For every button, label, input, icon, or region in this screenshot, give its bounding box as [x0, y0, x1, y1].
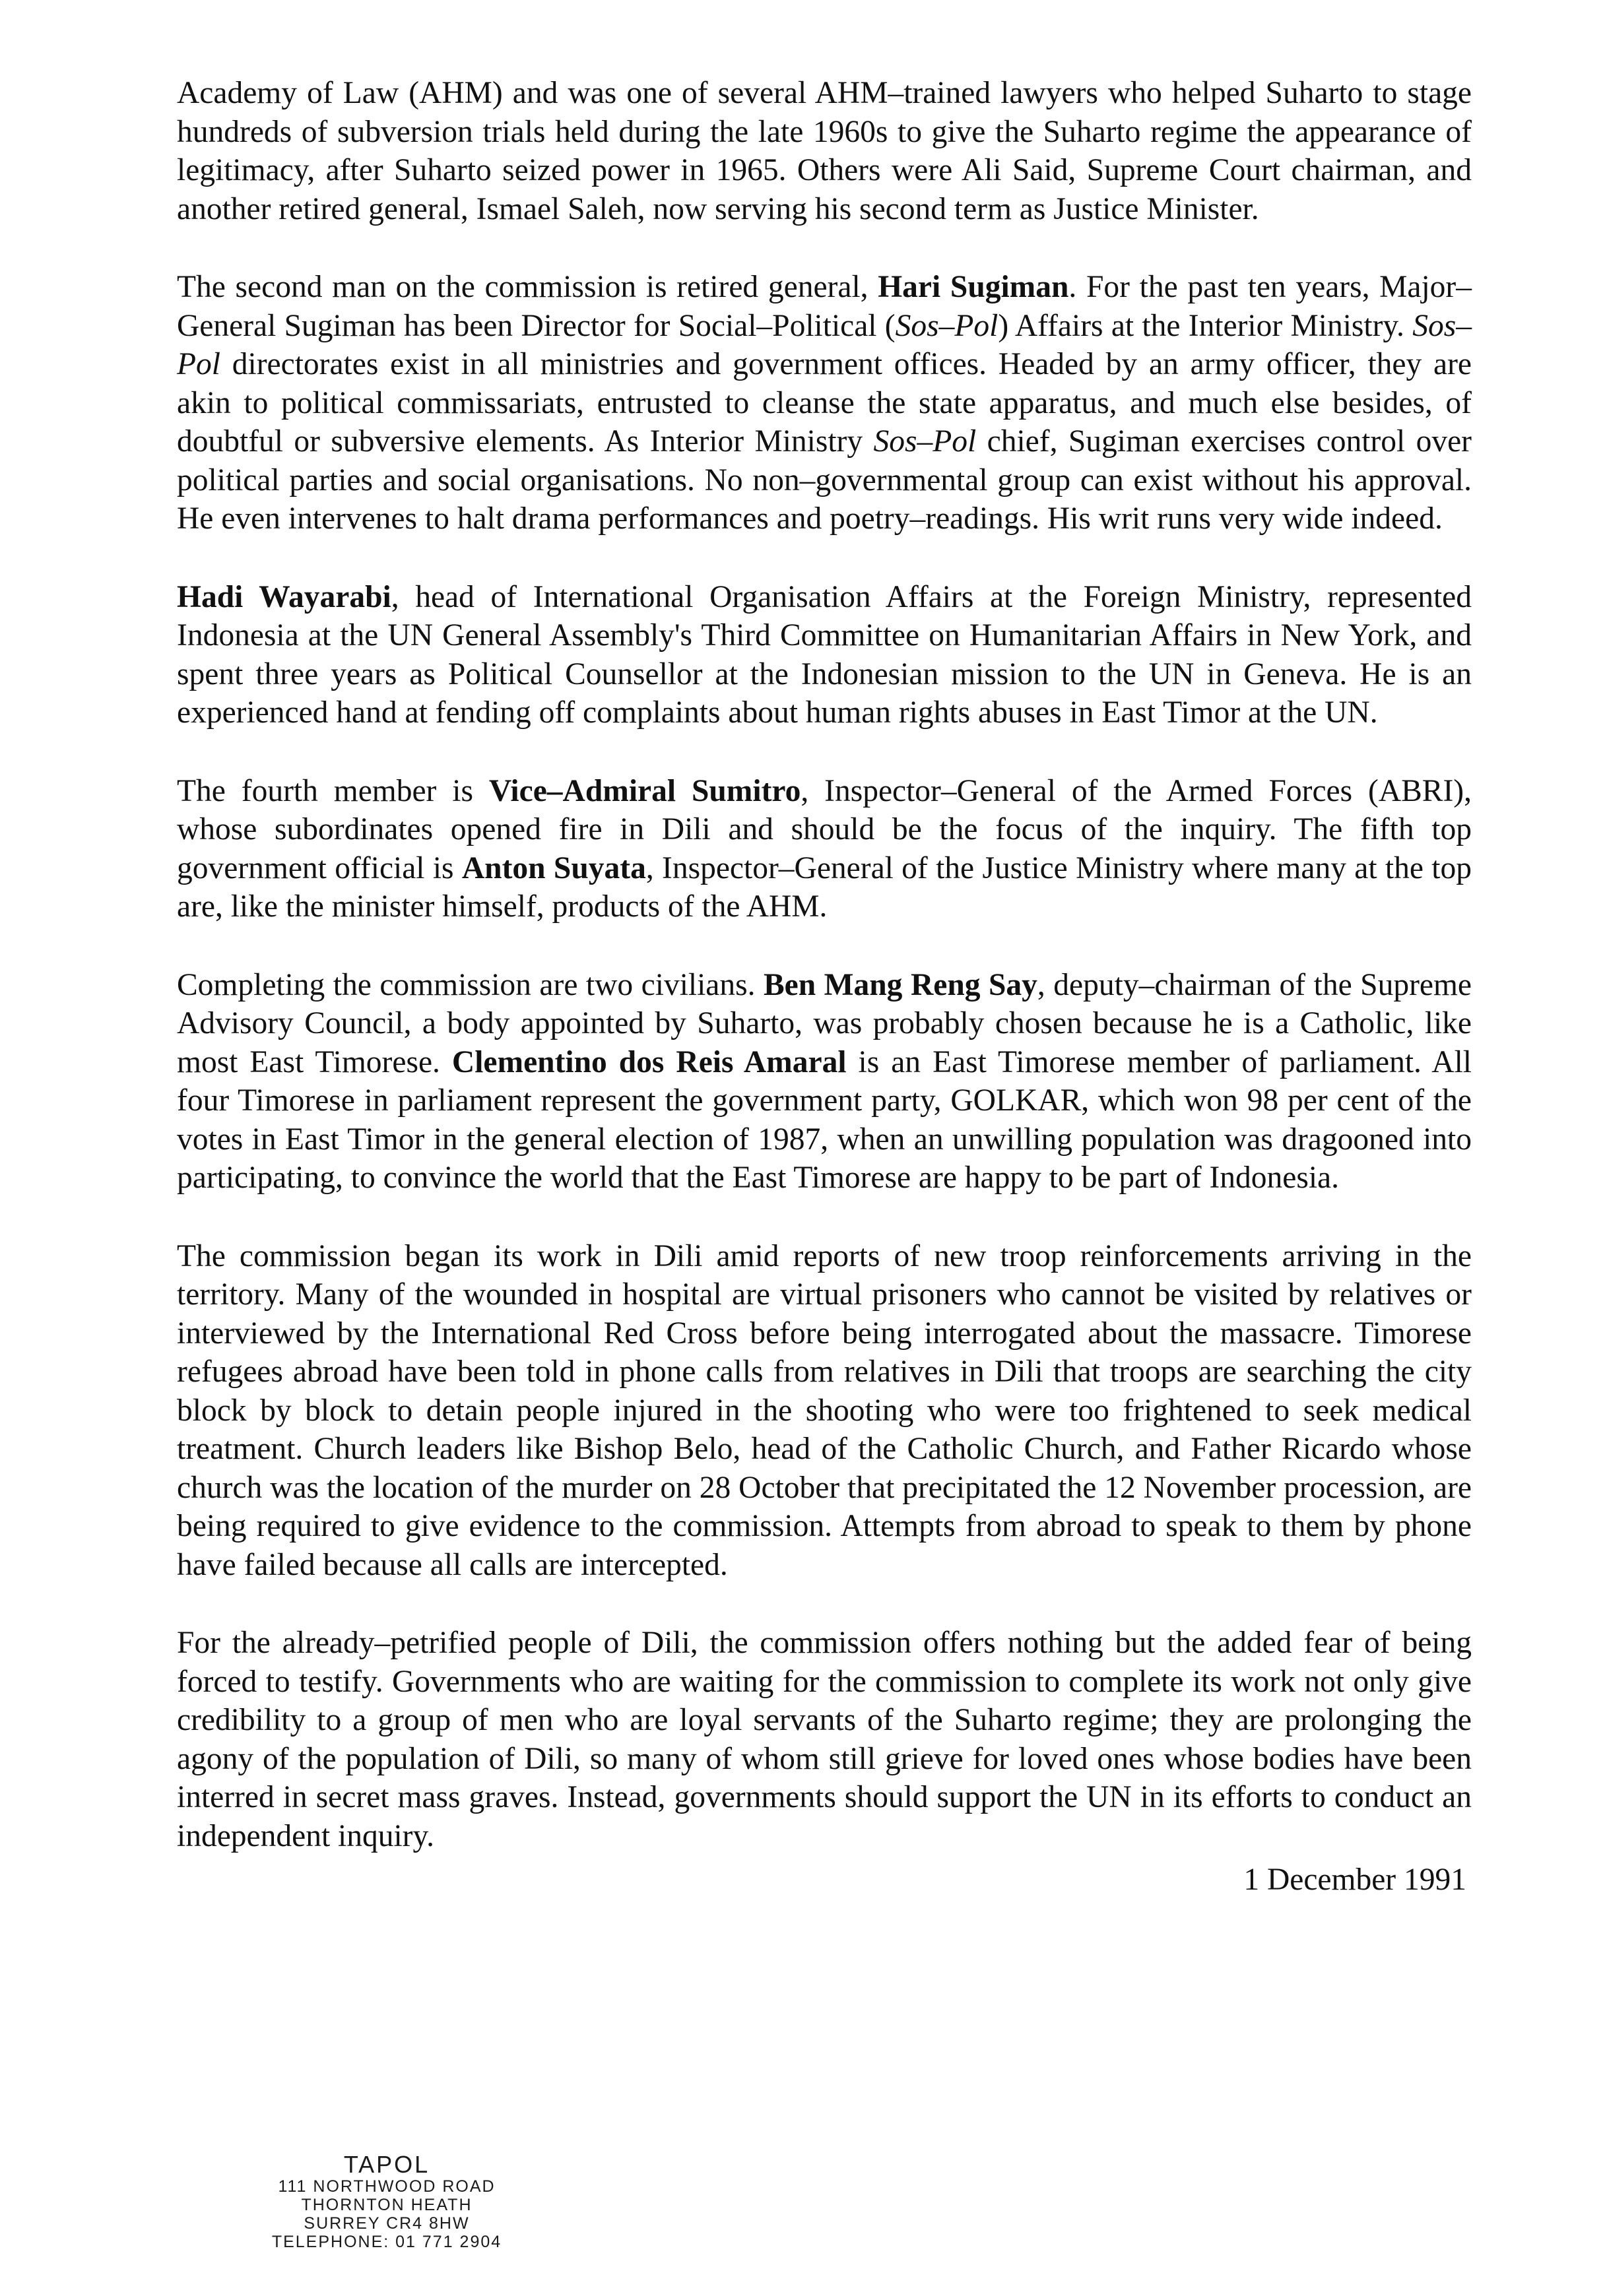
organisation-name: TAPOL: [343, 2151, 430, 2178]
italic-term: Sos–Pol: [873, 424, 977, 459]
letterhead-footer: [235, 2152, 539, 2251]
body-text: [177, 74, 1472, 1855]
bold-name: Ben Mang Reng Say: [764, 967, 1037, 1002]
paragraph-6: [177, 1237, 1472, 1585]
paragraph-5: [177, 966, 1472, 1197]
text-run: is an East Timorese member of parliament. All four Timorese in parliament represent the government party, GOLKAR, which won 98 per cent of the votes in East Timor in the general election of 1987, when an unwilling population was dragooned into participating, to convince the world that the East Timorese are happy to be part of Indonesia.: [177, 1044, 1472, 1195]
text-run: , Inspector–General of the Armed Forces (ABRI), whose subordinates opened fire in Dili and should be the focus of the inquiry. The fifth top government official is: [177, 773, 1472, 885]
paragraph-1: [177, 74, 1472, 228]
text-run: , deputy–chairman of the Supreme Advisory Council, a body appointed by Suharto, was probably chosen because he is a Catholic, like most East Timorese.: [177, 967, 1472, 1079]
text-run: ) Affairs at the Interior Ministry.: [998, 308, 1413, 343]
text-run: chief, Sugiman exercises control over political parties and social organisations. No non–governmental group can exist without his approval. He even intervenes to halt drama performances and poetry–readings. His writ runs very wide indeed.: [177, 424, 1472, 536]
address-line-town: THORNTON HEATH: [301, 2196, 473, 2214]
document-date: 1 December 1991: [1243, 1863, 1466, 1897]
bold-name: Vice–Admiral Sumitro: [488, 773, 801, 808]
text-run: Academy of Law (AHM) and was one of several AHM–trained lawyers who helped Suharto to stage hundreds of subversion trials held during the late 1960s to give the Suharto regime the appearance of legitimacy, after Suharto seized power in 1965. Others were Ali Said, Supreme Court chairman, and another retired general, Ismael Saleh, now serving his second term as Justice Minister.: [177, 76, 1472, 226]
italic-term: Sos–Pol: [895, 308, 999, 343]
text-run: . For the past ten years, Major–General Sugiman has been Director for Social–Political (: [177, 270, 1472, 343]
paragraph-3: [177, 578, 1472, 732]
text-run: The fourth member is: [177, 773, 489, 808]
bold-name: Hari Sugiman: [878, 270, 1069, 304]
text-run: , head of International Organisation Affairs at the Foreign Ministry, represented Indonesia at the UN General Assembly's Third Committee on Humanitarian Affairs in New York, and spent three years as Political Counsellor at the Indonesian mission to the UN in Geneva. He is an experienced hand at fending off complaints about human rights abuses in East Timor at the UN.: [177, 579, 1472, 730]
telephone-number: TELEPHONE: 01 771 2904: [271, 2233, 502, 2251]
bold-name: Clementino dos Reis Amaral: [451, 1044, 847, 1079]
document-page: [177, 74, 1472, 1899]
address-line-street: 111 NORTHWOOD ROAD: [278, 2177, 496, 2196]
paragraph-7: [177, 1624, 1472, 1855]
address-line-county: SURREY CR4 8HW: [304, 2214, 470, 2233]
bold-name: Anton Suyata: [461, 850, 646, 885]
text-run: Completing the commission are two civilians.: [177, 967, 764, 1002]
text-run: , Inspector–General of the Justice Ministry where many at the top are, like the minister himself, products of the AHM.: [177, 850, 1472, 924]
paragraph-2: [177, 268, 1472, 538]
text-run: directorates exist in all ministries and government offices. Headed by an army officer, they are akin to political commissariats, entrusted to cleanse the state apparatus, and much else besides, of doubtful or subversive elements. As Interior Ministry: [177, 347, 1472, 459]
italic-term: Sos–Pol: [177, 308, 1472, 381]
paragraph-4: [177, 772, 1472, 926]
text-run: The second man on the commission is retired general,: [177, 270, 878, 304]
text-run: The commission began its work in Dili amid reports of new troop reinforcements arriving in the territory. Many of the wounded in hospital are virtual prisoners who cannot be visited by relatives or interviewed by the International Red Cross before being interrogated about the massacre. Timorese refugees abroad have been told in phone calls from relatives in Dili that troops are searching the city block by block to detain people injured in the shooting who were too frightened to seek medical treatment. Church leaders like Bishop Belo, head of the Catholic Church, and Father Ricardo whose church was the location of the murder on 28 October that precipitated the 12 November procession, are being required to give evidence to the commission. Attempts from abroad to speak to them by phone have failed because all calls are intercepted.: [177, 1238, 1472, 1582]
text-run: For the already–petrified people of Dili, the commission offers nothing but the added fear of being forced to testify. Governments who are waiting for the commission to complete its work not only give credibility to a group of men who are loyal servants of the Suharto regime; they are prolonging the agony of the population of Dili, so many of whom still grieve for loved ones whose bodies have been interred in secret mass graves. Instead, governments should support the UN in its efforts to conduct an independent inquiry.: [177, 1626, 1472, 1853]
bold-name: Hadi Wayarabi: [177, 579, 391, 614]
